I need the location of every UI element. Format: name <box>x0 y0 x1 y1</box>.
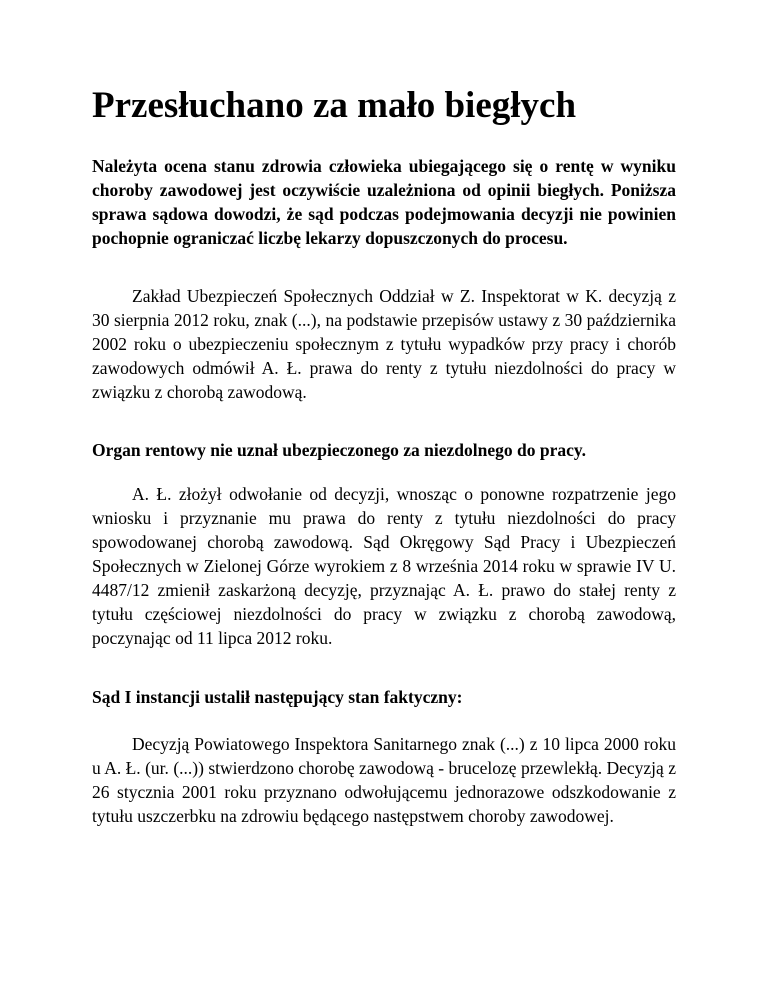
section-heading-1: Organ rentowy nie uznał ubezpieczonego za niezdolnego do pracy. <box>92 440 587 460</box>
paragraph-2: A. Ł. złożył odwołanie od decyzji, wnosząc o ponowne rozpatrzenie jego wniosku i przyznanie mu prawa do renty z tytułu niezdolności do pracy spowodowanej chorobą zawodową. Sąd Okręgowy Sąd Pracy i Ubezpieczeń Społecznych w Zielonej Górze wyrokiem z 8 września 2014 roku w sprawie IV U. 4487/12 zmienił zaskarżoną decyzję, przyznając A. Ł. prawo do stałej renty z tytułu częściowej niezdolności do pracy w związku z chorobą zawodową, poczynając od 11 lipca 2012 roku. <box>92 484 676 648</box>
article-lead: Należyta ocena stanu zdrowia człowieka ubiegającego się o rentę w wyniku choroby zawodowej jest oczywiście uzależniona od opinii biegłych. Poniższa sprawa sądowa dowodzi, że sąd podczas podejmowania decyzji nie powinien pochopnie ograniczać liczbę lekarzy dopuszczonych do procesu. <box>92 156 676 248</box>
paragraph-3: Decyzją Powiatowego Inspektora Sanitarnego znak (...) z 10 lipca 2000 roku u A. Ł. (ur. (...)) stwierdzono chorobę zawodową - brucelozę przewlekłą. Decyzją z 26 stycznia 2001 roku przyznano odwołującemu jednorazowe odszkodowanie z tytułu uszczerbku na zdrowiu będącego następstwem choroby zawodowej. <box>92 734 676 826</box>
paragraph-1: Zakład Ubezpieczeń Społecznych Oddział w Z. Inspektorat w K. decyzją z 30 sierpnia 2012 roku, znak (...), na podstawie przepisów ustawy z 30 października 2002 roku o ubezpieczeniu społecznym z tytułu wypadków przy pracy i chorób zawodowych odmówił A. Ł. prawa do renty z tytułu niezdolności do pracy w związku z chorobą zawodową. <box>92 286 676 402</box>
section-heading-2: Sąd I instancji ustalił następujący stan faktyczny: <box>92 687 463 707</box>
article-title: Przesłuchano za mało biegłych <box>92 85 577 126</box>
